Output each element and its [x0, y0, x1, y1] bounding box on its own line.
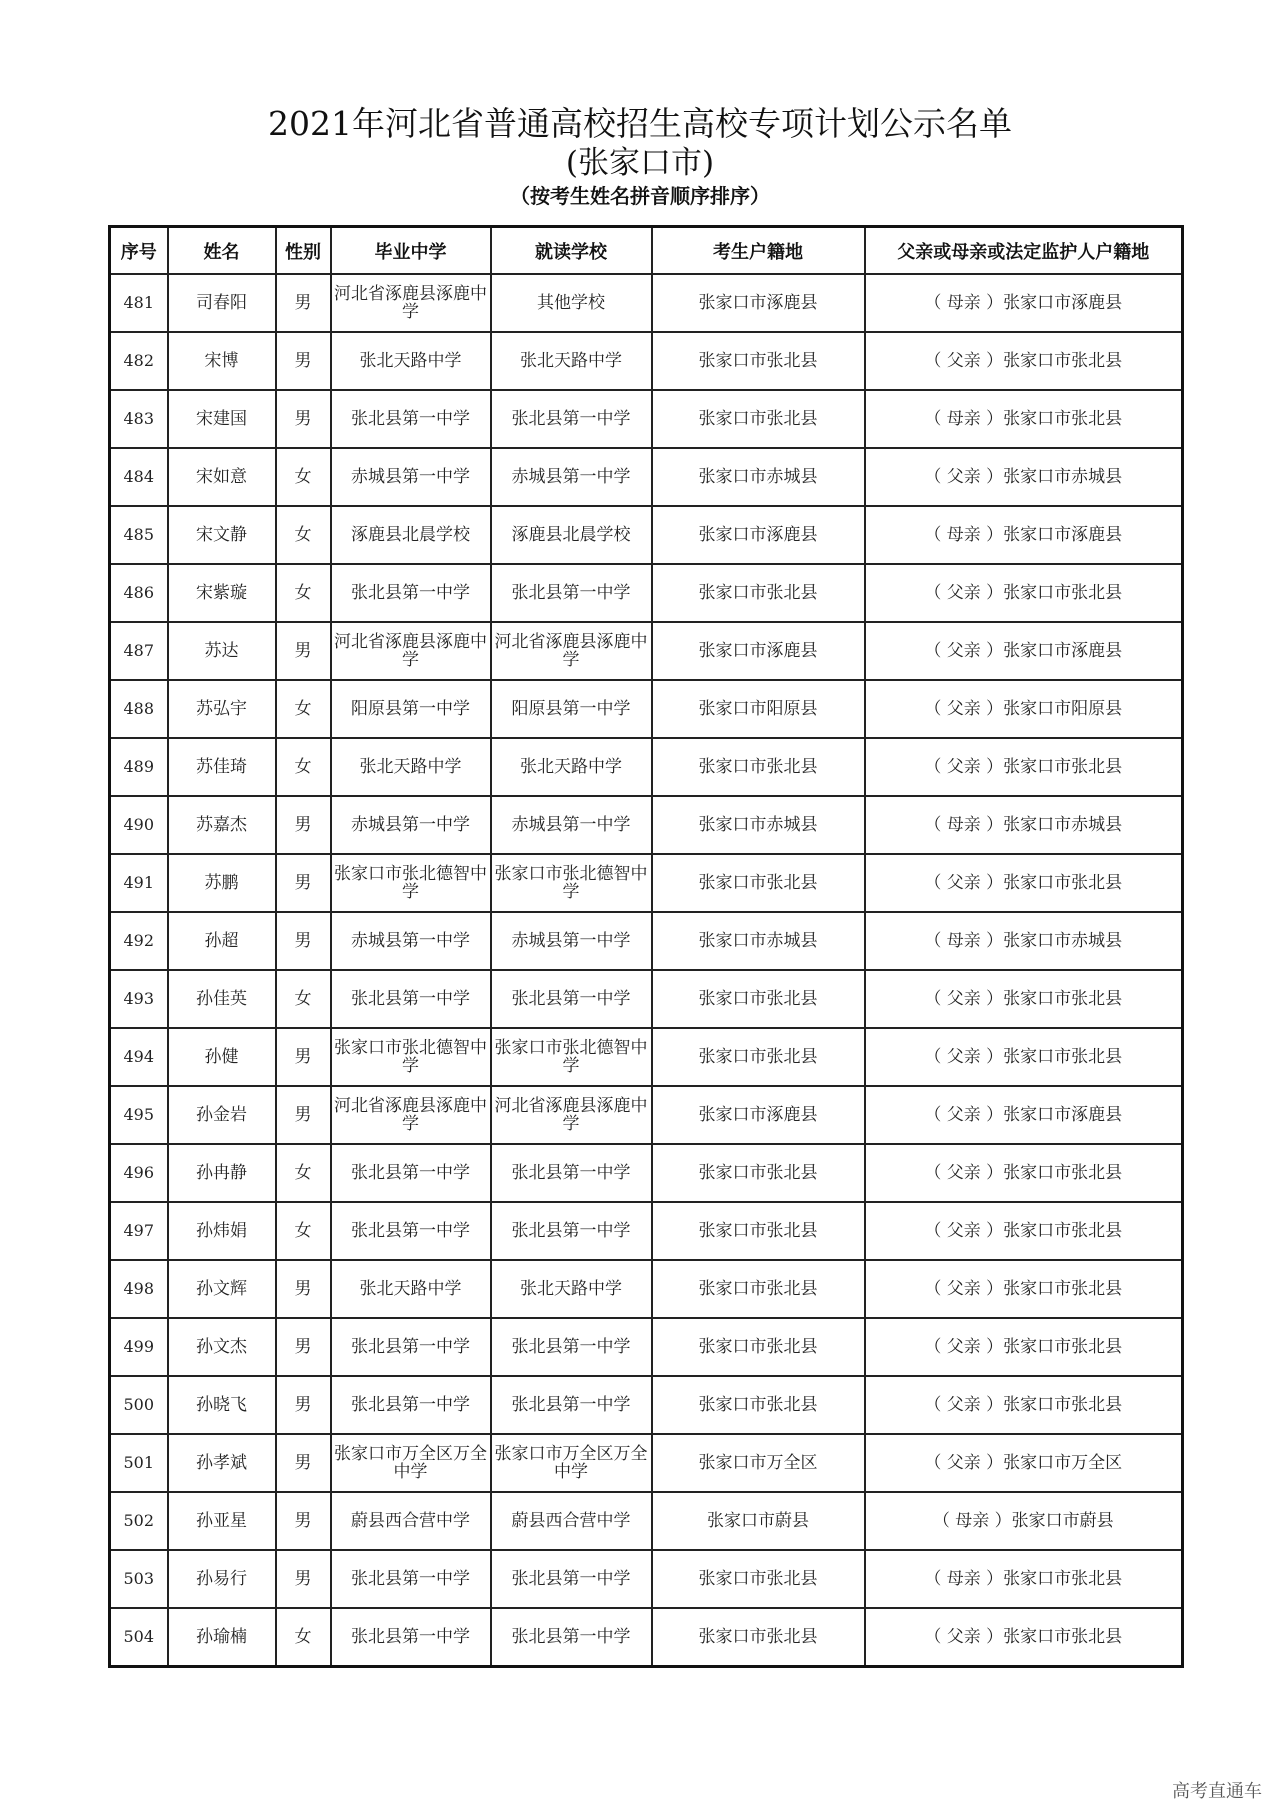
- cell-name: 孙易行: [168, 1550, 276, 1608]
- cell-graduated-school: 张北县第一中学: [331, 1144, 491, 1202]
- cell-name: 孙亚星: [168, 1492, 276, 1550]
- cell-current-school: 河北省涿鹿县涿鹿中学: [491, 1086, 652, 1144]
- cell-current-school: 张北天路中学: [491, 1260, 652, 1318]
- cell-current-school: 河北省涿鹿县涿鹿中学: [491, 622, 652, 680]
- cell-name: 宋建国: [168, 390, 276, 448]
- table-row: [110, 1492, 1183, 1550]
- table-row: [110, 1202, 1183, 1260]
- cell-guardian-residence: （ 母亲 ）张家口市张北县: [865, 390, 1183, 448]
- table-row: [110, 506, 1183, 564]
- cell-gender: 男: [276, 1434, 331, 1492]
- cell-current-school: 张北县第一中学: [491, 970, 652, 1028]
- cell-index: 487: [110, 622, 168, 680]
- cell-guardian-residence: （ 母亲 ）张家口市赤城县: [865, 912, 1183, 970]
- cell-guardian-residence: （ 母亲 ）张家口市蔚县: [865, 1492, 1183, 1550]
- cell-current-school: 赤城县第一中学: [491, 448, 652, 506]
- cell-gender: 男: [276, 796, 331, 854]
- cell-current-school: 张北县第一中学: [491, 1318, 652, 1376]
- cell-graduated-school: 张北天路中学: [331, 332, 491, 390]
- cell-guardian-residence: （ 父亲 ）张家口市张北县: [865, 1318, 1183, 1376]
- cell-gender: 男: [276, 1550, 331, 1608]
- cell-guardian-residence: （ 父亲 ）张家口市张北县: [865, 332, 1183, 390]
- cell-graduated-school: 河北省涿鹿县涿鹿中学: [331, 274, 491, 332]
- cell-index: 485: [110, 506, 168, 564]
- cell-name: 孙瑜楠: [168, 1608, 276, 1667]
- cell-name: 孙佳英: [168, 970, 276, 1028]
- cell-graduated-school: 张北县第一中学: [331, 1202, 491, 1260]
- cell-graduated-school: 赤城县第一中学: [331, 912, 491, 970]
- cell-candidate-residence: 张家口市张北县: [652, 1318, 865, 1376]
- cell-candidate-residence: 张家口市张北县: [652, 564, 865, 622]
- cell-current-school: 张北县第一中学: [491, 564, 652, 622]
- cell-graduated-school: 张北县第一中学: [331, 564, 491, 622]
- cell-guardian-residence: （ 父亲 ）张家口市张北县: [865, 854, 1183, 912]
- cell-gender: 男: [276, 622, 331, 680]
- cell-index: 493: [110, 970, 168, 1028]
- cell-gender: 女: [276, 970, 331, 1028]
- cell-index: 495: [110, 1086, 168, 1144]
- table-row: [110, 274, 1183, 332]
- cell-guardian-residence: （ 父亲 ）张家口市张北县: [865, 1376, 1183, 1434]
- cell-index: 504: [110, 1608, 168, 1667]
- table-row: [110, 1376, 1183, 1434]
- cell-current-school: 阳原县第一中学: [491, 680, 652, 738]
- cell-current-school: 张家口市张北德智中学: [491, 1028, 652, 1086]
- cell-index: 492: [110, 912, 168, 970]
- cell-index: 482: [110, 332, 168, 390]
- header-name: 姓名: [168, 227, 276, 275]
- cell-name: 孙金岩: [168, 1086, 276, 1144]
- cell-guardian-residence: （ 父亲 ）张家口市张北县: [865, 1028, 1183, 1086]
- cell-guardian-residence: （ 母亲 ）张家口市涿鹿县: [865, 274, 1183, 332]
- cell-graduated-school: 河北省涿鹿县涿鹿中学: [331, 622, 491, 680]
- cell-index: 494: [110, 1028, 168, 1086]
- cell-current-school: 张北县第一中学: [491, 1550, 652, 1608]
- cell-graduated-school: 张北天路中学: [331, 738, 491, 796]
- cell-graduated-school: 张北县第一中学: [331, 970, 491, 1028]
- cell-name: 孙健: [168, 1028, 276, 1086]
- header-current-school: 就读学校: [491, 227, 652, 275]
- cell-graduated-school: 赤城县第一中学: [331, 448, 491, 506]
- table-row: [110, 390, 1183, 448]
- cell-guardian-residence: （ 母亲 ）张家口市涿鹿县: [865, 506, 1183, 564]
- cell-graduated-school: 赤城县第一中学: [331, 796, 491, 854]
- cell-name: 宋紫璇: [168, 564, 276, 622]
- table-row: [110, 970, 1183, 1028]
- cell-guardian-residence: （ 父亲 ）张家口市涿鹿县: [865, 1086, 1183, 1144]
- cell-candidate-residence: 张家口市蔚县: [652, 1492, 865, 1550]
- cell-name: 孙文辉: [168, 1260, 276, 1318]
- cell-candidate-residence: 张家口市张北县: [652, 970, 865, 1028]
- cell-graduated-school: 张北县第一中学: [331, 1608, 491, 1667]
- cell-candidate-residence: 张家口市涿鹿县: [652, 506, 865, 564]
- cell-gender: 男: [276, 1028, 331, 1086]
- table-row: [110, 738, 1183, 796]
- cell-candidate-residence: 张家口市涿鹿县: [652, 274, 865, 332]
- cell-current-school: 涿鹿县北晨学校: [491, 506, 652, 564]
- cell-graduated-school: 蔚县西合营中学: [331, 1492, 491, 1550]
- cell-current-school: 张家口市张北德智中学: [491, 854, 652, 912]
- cell-candidate-residence: 张家口市张北县: [652, 1028, 865, 1086]
- cell-candidate-residence: 张家口市赤城县: [652, 912, 865, 970]
- cell-name: 苏弘宇: [168, 680, 276, 738]
- cell-graduated-school: 张家口市张北德智中学: [331, 854, 491, 912]
- cell-name: 宋文静: [168, 506, 276, 564]
- cell-graduated-school: 涿鹿县北晨学校: [331, 506, 491, 564]
- table-row: [110, 1086, 1183, 1144]
- cell-name: 孙炜娟: [168, 1202, 276, 1260]
- cell-gender: 女: [276, 738, 331, 796]
- cell-candidate-residence: 张家口市赤城县: [652, 796, 865, 854]
- cell-index: 497: [110, 1202, 168, 1260]
- cell-gender: 男: [276, 1086, 331, 1144]
- cell-gender: 男: [276, 274, 331, 332]
- cell-index: 500: [110, 1376, 168, 1434]
- cell-current-school: 张北县第一中学: [491, 1608, 652, 1667]
- cell-current-school: 赤城县第一中学: [491, 796, 652, 854]
- cell-gender: 男: [276, 1492, 331, 1550]
- cell-index: 503: [110, 1550, 168, 1608]
- table-row: [110, 854, 1183, 912]
- document-subtitle: (张家口市): [565, 145, 715, 181]
- cell-guardian-residence: （ 母亲 ）张家口市赤城县: [865, 796, 1183, 854]
- cell-guardian-residence: （ 父亲 ）张家口市赤城县: [865, 448, 1183, 506]
- table-row: [110, 1144, 1183, 1202]
- cell-name: 孙孝斌: [168, 1434, 276, 1492]
- cell-guardian-residence: （ 父亲 ）张家口市涿鹿县: [865, 622, 1183, 680]
- cell-current-school: 张北县第一中学: [491, 1202, 652, 1260]
- cell-gender: 女: [276, 506, 331, 564]
- watermark: 高考直通车: [1172, 1781, 1262, 1802]
- cell-candidate-residence: 张家口市赤城县: [652, 448, 865, 506]
- cell-gender: 女: [276, 564, 331, 622]
- table-row: [110, 1434, 1183, 1492]
- cell-graduated-school: 张北县第一中学: [331, 1376, 491, 1434]
- cell-gender: 男: [276, 1260, 331, 1318]
- cell-index: 481: [110, 274, 168, 332]
- cell-index: 490: [110, 796, 168, 854]
- table-row: [110, 680, 1183, 738]
- cell-candidate-residence: 张家口市涿鹿县: [652, 1086, 865, 1144]
- table-row: [110, 448, 1183, 506]
- cell-name: 苏达: [168, 622, 276, 680]
- table-body: [110, 274, 1183, 1667]
- cell-gender: 男: [276, 1376, 331, 1434]
- table-row: [110, 1318, 1183, 1376]
- cell-gender: 男: [276, 854, 331, 912]
- cell-gender: 女: [276, 680, 331, 738]
- cell-guardian-residence: （ 父亲 ）张家口市张北县: [865, 1144, 1183, 1202]
- cell-current-school: 张家口市万全区万全中学: [491, 1434, 652, 1492]
- cell-gender: 男: [276, 1318, 331, 1376]
- document-title: 2021年河北省普通高校招生高校专项计划公示名单: [268, 104, 1012, 143]
- cell-guardian-residence: （ 父亲 ）张家口市张北县: [865, 564, 1183, 622]
- cell-name: 孙冉静: [168, 1144, 276, 1202]
- cell-candidate-residence: 张家口市涿鹿县: [652, 622, 865, 680]
- cell-index: 488: [110, 680, 168, 738]
- cell-name: 孙文杰: [168, 1318, 276, 1376]
- cell-current-school: 蔚县西合营中学: [491, 1492, 652, 1550]
- header-graduated-school: 毕业中学: [331, 227, 491, 275]
- cell-name: 苏嘉杰: [168, 796, 276, 854]
- cell-guardian-residence: （ 父亲 ）张家口市阳原县: [865, 680, 1183, 738]
- cell-current-school: 张北天路中学: [491, 332, 652, 390]
- sort-note: （按考生姓名拼音顺序排序）: [510, 184, 770, 208]
- cell-gender: 女: [276, 448, 331, 506]
- cell-candidate-residence: 张家口市张北县: [652, 1202, 865, 1260]
- table-row: [110, 1608, 1183, 1667]
- cell-candidate-residence: 张家口市张北县: [652, 1260, 865, 1318]
- cell-name: 宋博: [168, 332, 276, 390]
- cell-guardian-residence: （ 父亲 ）张家口市万全区: [865, 1434, 1183, 1492]
- cell-index: 491: [110, 854, 168, 912]
- cell-current-school: 张北县第一中学: [491, 1144, 652, 1202]
- cell-graduated-school: 张北天路中学: [331, 1260, 491, 1318]
- cell-candidate-residence: 张家口市张北县: [652, 1550, 865, 1608]
- cell-current-school: 赤城县第一中学: [491, 912, 652, 970]
- cell-gender: 女: [276, 1202, 331, 1260]
- cell-index: 486: [110, 564, 168, 622]
- cell-current-school: 其他学校: [491, 274, 652, 332]
- cell-gender: 男: [276, 390, 331, 448]
- cell-index: 489: [110, 738, 168, 796]
- table-row: [110, 332, 1183, 390]
- cell-name: 孙晓飞: [168, 1376, 276, 1434]
- cell-guardian-residence: （ 父亲 ）张家口市张北县: [865, 1608, 1183, 1667]
- cell-index: 496: [110, 1144, 168, 1202]
- table-row: [110, 912, 1183, 970]
- table-row: [110, 622, 1183, 680]
- cell-name: 苏佳琦: [168, 738, 276, 796]
- cell-candidate-residence: 张家口市万全区: [652, 1434, 865, 1492]
- cell-name: 司春阳: [168, 274, 276, 332]
- table-row: [110, 1550, 1183, 1608]
- cell-guardian-residence: （ 父亲 ）张家口市张北县: [865, 1202, 1183, 1260]
- header-gender: 性别: [276, 227, 331, 275]
- cell-guardian-residence: （ 父亲 ）张家口市张北县: [865, 970, 1183, 1028]
- cell-candidate-residence: 张家口市张北县: [652, 738, 865, 796]
- header-guardian-residence: 父亲或母亲或法定监护人户籍地: [865, 227, 1183, 275]
- cell-graduated-school: 张北县第一中学: [331, 390, 491, 448]
- table-row: [110, 796, 1183, 854]
- header-index: 序号: [110, 227, 168, 275]
- cell-current-school: 张北天路中学: [491, 738, 652, 796]
- cell-current-school: 张北县第一中学: [491, 390, 652, 448]
- cell-candidate-residence: 张家口市张北县: [652, 332, 865, 390]
- cell-name: 孙超: [168, 912, 276, 970]
- cell-graduated-school: 张家口市万全区万全中学: [331, 1434, 491, 1492]
- table-row: [110, 1028, 1183, 1086]
- cell-gender: 男: [276, 912, 331, 970]
- cell-candidate-residence: 张家口市张北县: [652, 390, 865, 448]
- cell-index: 502: [110, 1492, 168, 1550]
- cell-graduated-school: 阳原县第一中学: [331, 680, 491, 738]
- cell-candidate-residence: 张家口市张北县: [652, 1608, 865, 1667]
- table-row: [110, 1260, 1183, 1318]
- cell-candidate-residence: 张家口市阳原县: [652, 680, 865, 738]
- cell-graduated-school: 河北省涿鹿县涿鹿中学: [331, 1086, 491, 1144]
- cell-candidate-residence: 张家口市张北县: [652, 1144, 865, 1202]
- cell-index: 483: [110, 390, 168, 448]
- cell-guardian-residence: （ 父亲 ）张家口市张北县: [865, 738, 1183, 796]
- cell-index: 484: [110, 448, 168, 506]
- table-header-row: [110, 227, 1183, 275]
- candidate-table: [108, 225, 1184, 1668]
- cell-index: 499: [110, 1318, 168, 1376]
- cell-graduated-school: 张家口市张北德智中学: [331, 1028, 491, 1086]
- cell-gender: 女: [276, 1608, 331, 1667]
- cell-candidate-residence: 张家口市张北县: [652, 1376, 865, 1434]
- cell-guardian-residence: （ 母亲 ）张家口市张北县: [865, 1550, 1183, 1608]
- cell-graduated-school: 张北县第一中学: [331, 1318, 491, 1376]
- cell-guardian-residence: （ 父亲 ）张家口市张北县: [865, 1260, 1183, 1318]
- cell-name: 宋如意: [168, 448, 276, 506]
- header-candidate-residence: 考生户籍地: [652, 227, 865, 275]
- cell-candidate-residence: 张家口市张北县: [652, 854, 865, 912]
- cell-index: 498: [110, 1260, 168, 1318]
- cell-current-school: 张北县第一中学: [491, 1376, 652, 1434]
- cell-gender: 男: [276, 332, 331, 390]
- cell-index: 501: [110, 1434, 168, 1492]
- cell-graduated-school: 张北县第一中学: [331, 1550, 491, 1608]
- table-row: [110, 564, 1183, 622]
- cell-name: 苏鹏: [168, 854, 276, 912]
- cell-gender: 女: [276, 1144, 331, 1202]
